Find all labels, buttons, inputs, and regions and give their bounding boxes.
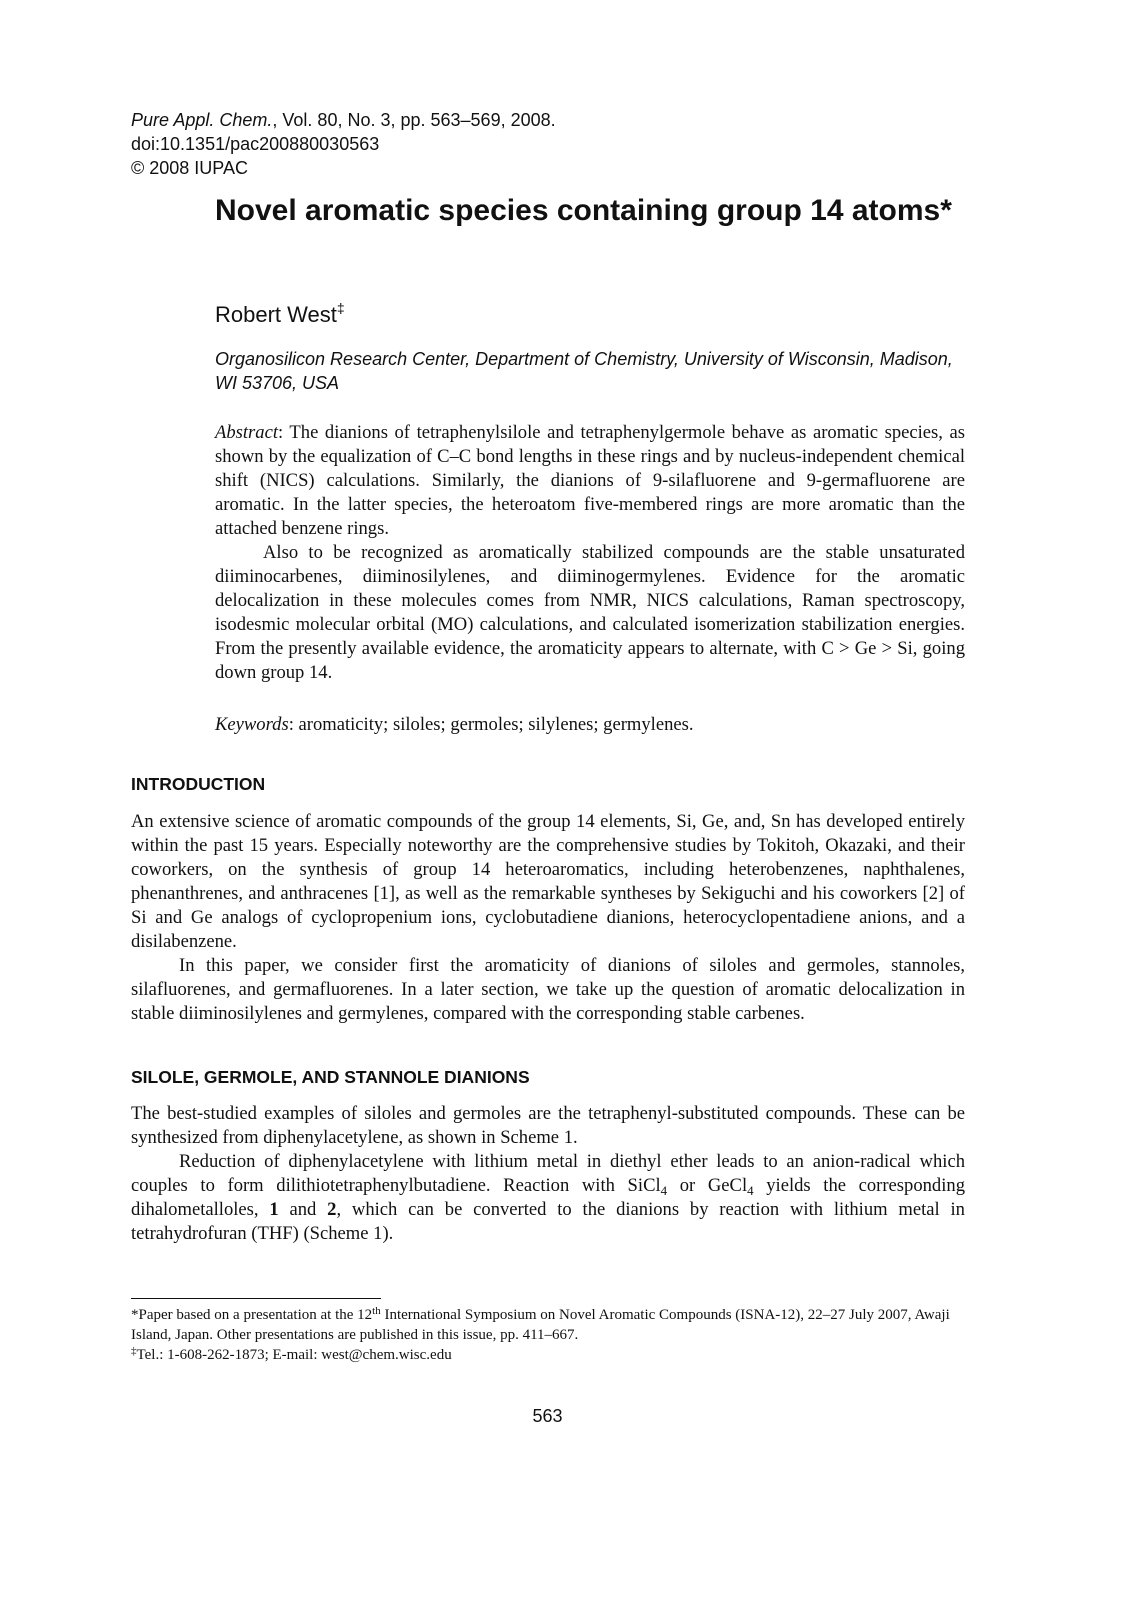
keywords: Keywords: aromaticity; siloles; germoles; silylenes; germylenes. bbox=[215, 714, 694, 735]
doi: doi:10.1351/pac200880030563 bbox=[131, 134, 380, 154]
compound-number: 1 bbox=[269, 1199, 279, 1220]
citation-line bbox=[131, 108, 556, 132]
section-heading-silole: SILOLE, GERMOLE, AND STANNOLE DIANIONS bbox=[131, 1067, 530, 1087]
author-footnote-mark: ‡ bbox=[336, 300, 345, 316]
compound-number: 2 bbox=[327, 1199, 337, 1220]
page-number: 563 bbox=[532, 1406, 563, 1426]
introduction-body bbox=[131, 810, 965, 1026]
citation-details: , Vol. 80, No. 3, pp. 563–569, 2008. bbox=[272, 110, 556, 130]
silole-body bbox=[131, 1102, 965, 1246]
abstract-label: Abstract bbox=[215, 422, 279, 443]
copyright: © 2008 IUPAC bbox=[131, 158, 248, 178]
keywords-label: Keywords bbox=[215, 714, 289, 735]
introduction-paragraph-1: An extensive science of aromatic compounds of the group 14 elements, Si, Ge, and, Sn has developed entirely within the past 15 years. Especially noteworthy are the comprehensive studies by Tokitoh, Okazaki, and their coworkers, on the synthesis of group 14 heteroaromatics, including heterobenzenes, naphthalenes, phenanthrenes, and anthracenes [1], as well as the remarkable syntheses by Sekiguchi and his coworkers [2] of Si and Ge analogs of cyclopropenium ions, cyclobutadiene dianions, heterocyclopentadiene anions, and a disilabenzene. bbox=[131, 811, 965, 952]
abstract-paragraph-1: Abstract: The dianions of tetraphenylsilole and tetraphenylgermole behave as aromatic species, as shown by the equalization of C–C bond lengths in these rings and by nucleus-independent chemical shift (NICS) calculations. Similarly, the dianions of 9-silafluorene and 9-germafluorene are aromatic. In the latter species, the heteroatom five-membered rings are more aromatic than the attached benzene rings. bbox=[215, 422, 965, 539]
section-heading-introduction: INTRODUCTION bbox=[131, 774, 266, 794]
journal-header bbox=[131, 108, 556, 180]
footnotes bbox=[131, 1305, 971, 1365]
abstract bbox=[215, 421, 965, 685]
footnote-2: ‡Tel.: 1-608-262-1873; E-mail: west@chem.wisc.edu bbox=[131, 1345, 452, 1363]
journal-name: Pure Appl. Chem. bbox=[131, 110, 273, 130]
affiliation: Organosilicon Research Center, Department of Chemistry, University of Wisconsin, Madison, WI 53706, USA bbox=[215, 349, 953, 393]
abstract-paragraph-2: Also to be recognized as aromatically stabilized compounds are the stable unsaturated diiminocarbenes, diiminosilylenes, and diiminogermylenes. Evidence for the aromatic delocalization in these molecules comes from NMR, NICS calculations, Raman spectroscopy, isodesmic molecular orbital (MO) calculations, and calculated isomerization stabilization energies. From the presently available evidence, the aromaticity appears to alternate, with C > Ge > Si, going down group 14. bbox=[215, 542, 965, 683]
introduction-paragraph-2: In this paper, we consider first the aromaticity of dianions of siloles and germoles, stannoles, silafluorenes, and germafluorenes. In a later section, we take up the question of aromatic delocalization in stable diiminosilylenes and germylenes, compared with the corresponding stable carbenes. bbox=[131, 955, 965, 1024]
article-title: Novel aromatic species containing group 14 atoms* bbox=[215, 194, 952, 227]
footnote-divider bbox=[131, 1298, 381, 1299]
silole-paragraph-1: The best-studied examples of siloles and germoles are the tetraphenyl-substituted compounds. These can be synthesized from diphenylacetylene, as shown in Scheme 1. bbox=[131, 1103, 965, 1148]
footnote-1: *Paper based on a presentation at the 12th International Symposium on Novel Aromatic Compounds (ISNA-12), 22–27 July 2007, Awaji Island, Japan. Other presentations are published in this issue, pp. 411–667. bbox=[131, 1305, 950, 1343]
author-name: Robert West bbox=[215, 302, 337, 327]
silole-paragraph-2: Reduction of diphenylacetylene with lithium metal in diethyl ether leads to an anion-radical which couples to form dilithiotetraphenylbutadiene. Reaction with SiCl$_4$ or GeCl$_4$ yields the corresponding dihalometalloles, 1 and 2, which can be converted to the dianions by reaction with lithium metal in tetrahydrofuran (THF) (Scheme 1). bbox=[131, 1151, 965, 1244]
author-line bbox=[215, 294, 345, 329]
